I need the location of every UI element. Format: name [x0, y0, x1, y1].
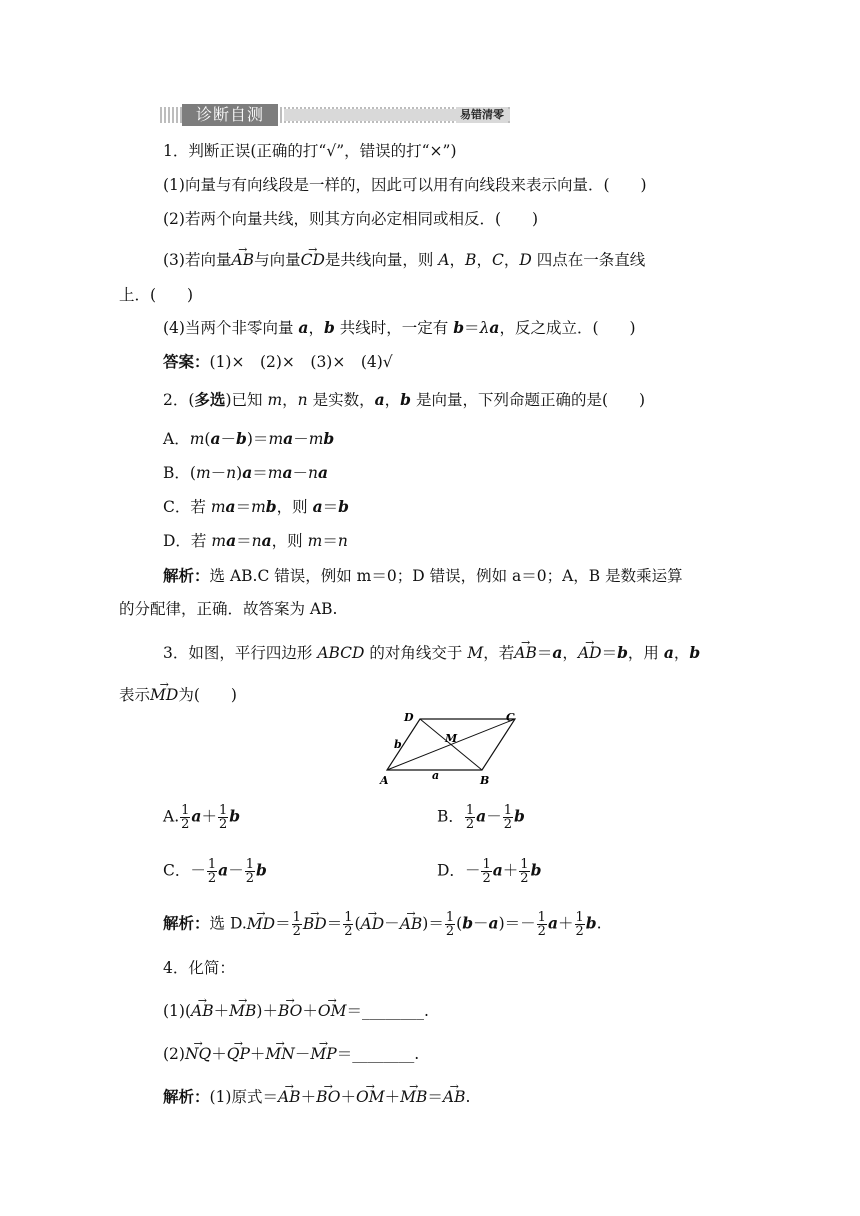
q3-option-b: B． $\frac{1}{2}$ a－ $\frac{1}{2}$ b — [437, 803, 525, 832]
label-c: C — [506, 711, 515, 724]
q3-stem-cont: 表示→ MD为( ) — [119, 685, 237, 705]
label-vec-b: b — [394, 738, 402, 751]
vector-CD: → CD — [301, 250, 325, 270]
q1-statement-3: (3)若向量→ AB与向量→ CD是共线向量，则 A，B，C，D 四点在一条直线 — [163, 250, 645, 270]
q2-stem: 2．(多选)已知 m，n 是实数，a，b 是向量，下列命题正确的是( ) — [163, 390, 646, 409]
parallelogram-figure — [370, 708, 530, 788]
q2-analysis-2: 的分配律，正确．故答案为 AB. — [119, 600, 338, 618]
q4-part-1: (1)(→ AB＋→ MB)＋→ BO＋→ OM＝________. — [163, 1001, 429, 1021]
q1-statement-2: (2)若两个向量共线，则其方向必定相同或相反．( ) — [163, 210, 539, 228]
vector-AB: → AB — [231, 250, 254, 270]
banner-side-label: 易错清零 — [456, 107, 508, 123]
label-m: M — [445, 732, 458, 745]
q3-stem: 3．如图，平行四边形 ABCD 的对角线交于 M，若→ AB＝a，→ AD＝b，用 a，b — [163, 643, 700, 663]
banner-title: 诊断自测 — [182, 104, 278, 126]
q1-stem: 1．判断正误(正确的打“√”，错误的打“×”) — [163, 142, 457, 160]
q1-answer: 答案：(1)× (2)× (3)× (4)√ — [163, 352, 393, 371]
q3-analysis: 解析：选 D.→ MD＝ $\frac{1}{2}$ → BD＝ $\frac{1}{2}$ (→ AD－→ AB)＝ $\frac{1}{2}$ (b－a)＝－ $\frac{1}{2}$ a＋ $\frac{1}{2}$ b. — [163, 911, 602, 938]
q2-option-b: B．(m－n)a＝ma－na — [163, 463, 329, 482]
label-d: D — [404, 711, 414, 724]
q2-option-d: D．若 ma＝na，则 m＝n — [163, 531, 348, 550]
q2-analysis-1: 解析：选 AB.C 错误，例如 m＝0；D 错误，例如 a＝0；A，B 是数乘运算 — [163, 566, 683, 585]
label-a: A — [380, 774, 389, 787]
section-banner — [160, 104, 510, 126]
label-b: B — [480, 774, 490, 787]
q2-option-c: C．若 ma＝mb，则 a＝b — [163, 497, 349, 516]
q1-statement-3-cont: 上．( ) — [119, 286, 194, 304]
q4-stem: 4．化简： — [163, 959, 235, 977]
q3-option-d: D．－ $\frac{1}{2}$ a＋ $\frac{1}{2}$ b — [437, 857, 542, 886]
q3-option-c: C．－ $\frac{1}{2}$ a－ $\frac{1}{2}$ b — [163, 857, 267, 886]
q4-part-2: (2)→ NQ＋→ QP＋→ MN－→ MP＝________. — [163, 1044, 419, 1064]
q1-statement-4: (4)当两个非零向量 a，b 共线时，一定有 b＝λa，反之成立．( ) — [163, 318, 636, 337]
q3-option-a: A. $\frac{1}{2}$ a＋ $\frac{1}{2}$ b — [163, 803, 241, 832]
label-vec-a: a — [432, 769, 440, 782]
q1-statement-1: (1)向量与有向线段是一样的，因此可以用有向线段来表示向量．( ) — [163, 176, 647, 194]
q4-analysis: 解析：(1)原式＝→ AB＋→ BO＋→ OM＋→ MB＝→ AB. — [163, 1087, 470, 1107]
q2-option-a: A．m(a－b)＝ma－mb — [163, 429, 335, 448]
